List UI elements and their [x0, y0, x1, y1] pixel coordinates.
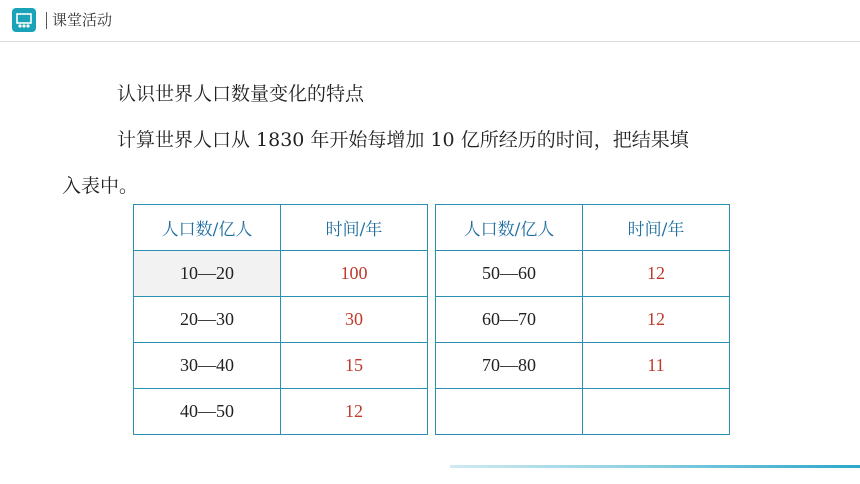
- header-underline: [0, 41, 860, 42]
- population-range-cell: 50—60: [436, 251, 583, 297]
- instruction-line-2: 入表中。: [62, 175, 139, 197]
- header-divider: [46, 12, 47, 29]
- classroom-icon: [12, 8, 36, 32]
- population-range-cell: 30—40: [134, 343, 281, 389]
- table-header-row: [134, 205, 428, 251]
- time-cell: 30: [281, 297, 428, 343]
- header-bar: [0, 0, 860, 42]
- table-row: [436, 343, 730, 389]
- column-header-time: 时间/年: [281, 205, 428, 251]
- table-header-row: [436, 205, 730, 251]
- table-row: [134, 343, 428, 389]
- time-cell: [583, 389, 730, 435]
- time-cell: 12: [583, 297, 730, 343]
- time-cell: 11: [583, 343, 730, 389]
- table-row: [134, 389, 428, 435]
- decorative-bottom-line: [450, 465, 860, 468]
- population-range-cell: 70—80: [436, 343, 583, 389]
- activity-heading: 认识世界人口数量变化的特点: [117, 83, 365, 105]
- population-range-cell: 60—70: [436, 297, 583, 343]
- column-header-population: 人口数/亿人: [134, 205, 281, 251]
- time-cell: 12: [281, 389, 428, 435]
- table-row: [436, 389, 730, 435]
- population-range-cell: 10—20: [134, 251, 281, 297]
- header-title: 课堂活动: [52, 11, 113, 29]
- time-cell: 15: [281, 343, 428, 389]
- instruction-line-1: 计算世界人口从 1830 年开始每增加 10 亿所经历的时间，把结果填: [117, 129, 689, 151]
- time-cell: 12: [583, 251, 730, 297]
- column-header-time: 时间/年: [583, 205, 730, 251]
- population-range-cell: 40—50: [134, 389, 281, 435]
- column-header-population: 人口数/亿人: [436, 205, 583, 251]
- population-range-cell: 20—30: [134, 297, 281, 343]
- population-table-right: [435, 204, 730, 435]
- table-row: [436, 297, 730, 343]
- table-row: [134, 297, 428, 343]
- population-range-cell: [436, 389, 583, 435]
- table-row: [436, 251, 730, 297]
- table-row: [134, 251, 428, 297]
- population-table-left: [133, 204, 428, 435]
- time-cell: 100: [281, 251, 428, 297]
